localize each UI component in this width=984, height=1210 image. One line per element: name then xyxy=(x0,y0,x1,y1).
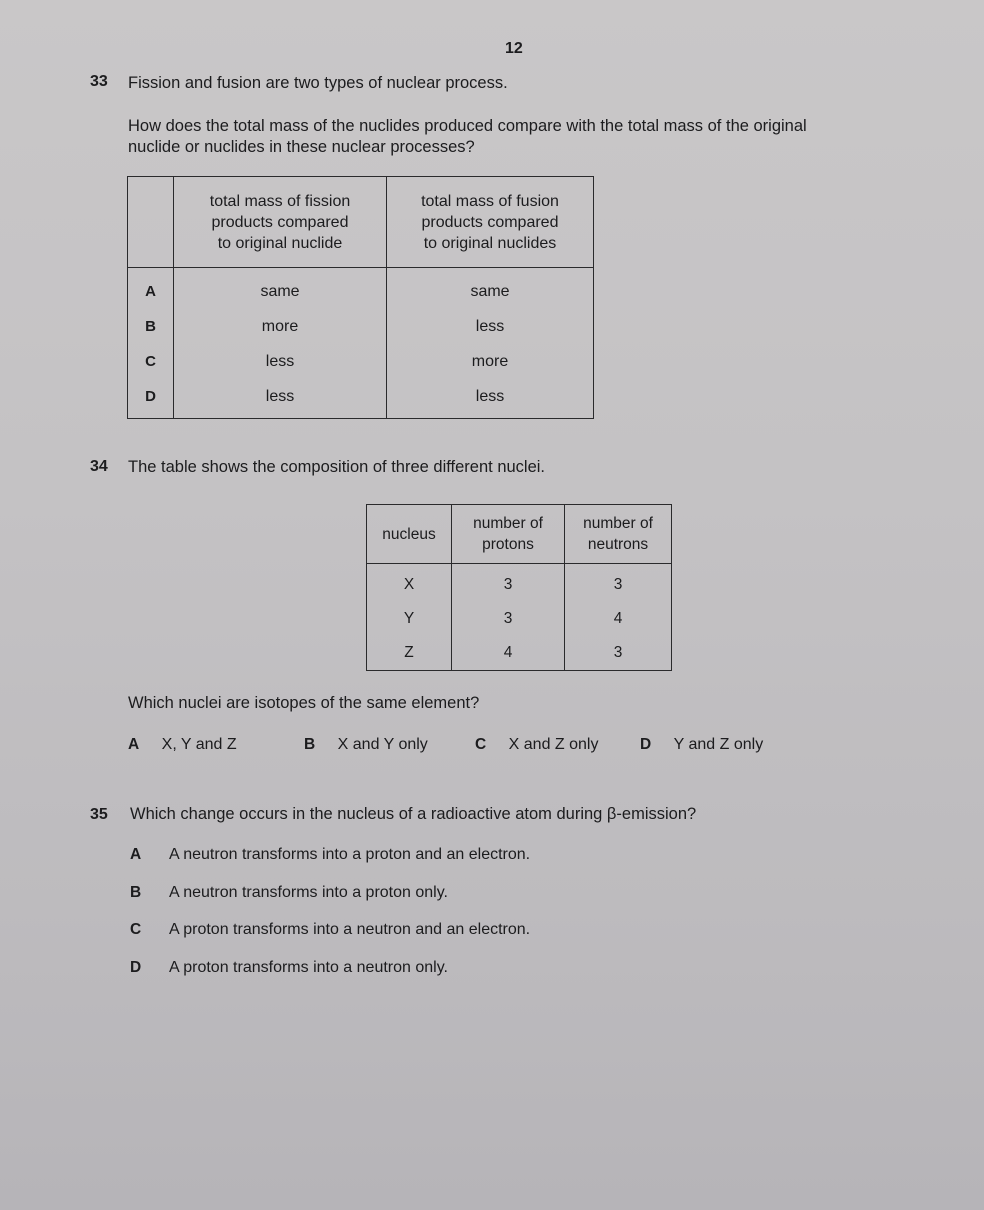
q34-nucleus-cell: Z xyxy=(367,636,452,671)
q33-row-b xyxy=(128,309,594,344)
option-label: A xyxy=(130,846,142,863)
q35-option-a xyxy=(130,846,531,864)
q33-row-a xyxy=(128,268,594,310)
q33-fission-cell: less xyxy=(174,344,387,379)
q34-question: Which nuclei are isotopes of the same element? xyxy=(128,694,480,712)
option-text: A neutron transforms into a proton and an electron. xyxy=(169,846,531,863)
q34-header-nucleus: nucleus xyxy=(367,505,452,564)
q34-table-header xyxy=(367,505,672,564)
q33-fission-cell: less xyxy=(174,379,387,419)
q34-neutrons-cell: 3 xyxy=(565,636,672,671)
q35-option-d xyxy=(130,959,448,977)
q35-number: 35 xyxy=(90,806,108,823)
q34-protons-cell: 3 xyxy=(452,602,565,636)
option-label: D xyxy=(130,959,142,976)
q33-fusion-cell: same xyxy=(387,268,594,310)
q33-question-line1: How does the total mass of the nuclides produced compare with the total mass of the original xyxy=(128,117,807,135)
option-text: A proton transforms into a neutron only. xyxy=(169,959,448,976)
option-text: X, Y and Z xyxy=(161,736,237,753)
q35-option-b xyxy=(130,884,448,902)
q34-nucleus-cell: X xyxy=(367,564,452,603)
q34-row-x xyxy=(367,564,672,603)
q34-header-neutrons: number of neutrons xyxy=(565,505,672,564)
q35-question: Which change occurs in the nucleus of a radioactive atom during β-emission? xyxy=(130,805,697,823)
q34-option-a xyxy=(128,736,237,754)
q33-header-fission: total mass of fission products compared to original nuclide xyxy=(174,177,387,268)
option-label: B xyxy=(130,884,142,901)
q33-row-label: B xyxy=(128,309,174,344)
q33-header-blank xyxy=(128,177,174,268)
q33-number: 33 xyxy=(90,73,108,90)
q33-table xyxy=(127,176,594,419)
q34-number: 34 xyxy=(90,458,108,475)
q34-protons-cell: 3 xyxy=(452,564,565,603)
q33-row-label: C xyxy=(128,344,174,379)
q34-neutrons-cell: 3 xyxy=(565,564,672,603)
q33-fission-cell: same xyxy=(174,268,387,310)
q34-option-c xyxy=(475,736,598,754)
option-label: D xyxy=(640,736,652,753)
q33-fusion-cell: less xyxy=(387,309,594,344)
q34-table xyxy=(366,504,672,671)
q34-header-protons: number of protons xyxy=(452,505,565,564)
q34-neutrons-cell: 4 xyxy=(565,602,672,636)
q34-nucleus-cell: Y xyxy=(367,602,452,636)
q33-row-label: D xyxy=(128,379,174,419)
q34-protons-cell: 4 xyxy=(452,636,565,671)
q33-fission-cell: more xyxy=(174,309,387,344)
q34-intro: The table shows the composition of three different nuclei. xyxy=(128,458,546,476)
q33-row-label: A xyxy=(128,268,174,310)
q33-row-d xyxy=(128,379,594,419)
q34-option-d xyxy=(640,736,763,754)
option-text: X and Z only xyxy=(508,736,599,753)
option-text: A neutron transforms into a proton only. xyxy=(169,884,448,901)
page-number: 12 xyxy=(505,40,523,57)
q33-header-fusion: total mass of fusion products compared to original nuclides xyxy=(387,177,594,268)
q34-row-y xyxy=(367,602,672,636)
q34-row-z xyxy=(367,636,672,671)
q33-intro: Fission and fusion are two types of nuclear process. xyxy=(128,74,508,92)
q34-option-b xyxy=(304,736,428,754)
q33-question-line2: nuclide or nuclides in these nuclear processes? xyxy=(128,138,475,156)
option-text: Y and Z only xyxy=(673,736,764,753)
option-text: X and Y only xyxy=(337,736,428,753)
q35-option-c xyxy=(130,921,531,939)
option-label: C xyxy=(130,921,142,938)
q33-row-c xyxy=(128,344,594,379)
q33-table-header xyxy=(128,177,594,268)
option-label: A xyxy=(128,736,140,753)
q33-fusion-cell: more xyxy=(387,344,594,379)
option-label: C xyxy=(475,736,487,753)
option-text: A proton transforms into a neutron and an electron. xyxy=(169,921,531,938)
option-label: B xyxy=(304,736,316,753)
q33-fusion-cell: less xyxy=(387,379,594,419)
